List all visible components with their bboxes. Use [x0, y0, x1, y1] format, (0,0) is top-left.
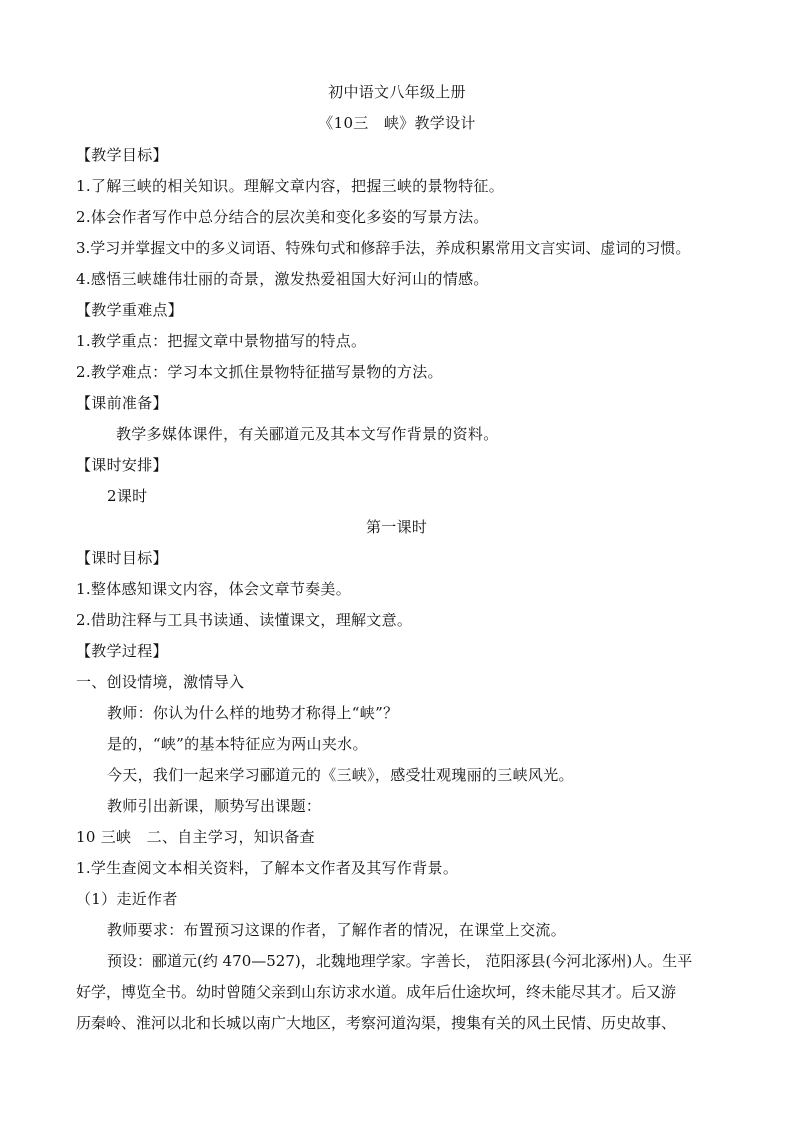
process-step: 10 三峡 二、自主学习，知识备查: [76, 828, 315, 846]
goal-item: 4.感悟三峡雄伟壮丽的奇景，激发热爱祖国大好河山的情感。: [76, 270, 489, 288]
section-heading-preparation: 【课前准备】: [76, 394, 168, 412]
goal-item: 1.了解三峡的相关知识。理解文章内容，把握三峡的景物特征。: [76, 177, 505, 195]
goal-item: 2.体会作者写作中总分结合的层次美和变化多姿的写景方法。: [76, 208, 489, 226]
goal-item: 3.学习并掌握文中的多义词语、特殊句式和修辞手法，养成积累常用文言实词、虚词的习惯。: [76, 239, 691, 257]
section-heading-key-points: 【教学重难点】: [76, 301, 184, 319]
process-line: 1.学生查阅文本相关资料，了解本文作者及其写作背景。: [76, 859, 459, 877]
process-line: 是的，“峡”的基本特征应为两山夹水。: [107, 735, 368, 753]
lesson-goal-item: 2.借助注释与工具书读通、读懂课文，理解文意。: [76, 611, 413, 629]
process-line: 历秦岭、淮河以北和长城以南广大地区，考察河道沟渠，搜集有关的风土民情、历史故事、: [76, 1014, 677, 1032]
section-heading-goals: 【教学目标】: [76, 146, 168, 164]
process-line: 教师引出新课，顺势写出课题：: [107, 797, 322, 815]
schedule-text: 2课时: [107, 487, 148, 505]
process-line: 预设：郦道元(约 470—527)，北魏地理学家。字善长， 范阳涿县(今河北涿州)人。生平: [107, 952, 693, 970]
preparation-text: 教学多媒体课件，有关郦道元及其本文写作背景的资料。: [116, 425, 499, 443]
process-step: 一、创设情境，激情导入: [76, 673, 245, 691]
lesson-title: 第一课时: [366, 518, 428, 536]
process-line: 教师：你认为什么样的地势才称得上“峡”？: [107, 704, 399, 722]
process-line: 好学，博览全书。幼时曾随父亲到山东访求水道。成年后仕途坎坷，终未能尽其才。后又游: [76, 983, 677, 1001]
document-title: 初中语文八年级上册: [328, 83, 466, 101]
section-heading-process: 【教学过程】: [76, 642, 168, 660]
section-heading-lesson-goals: 【课时目标】: [76, 549, 168, 567]
key-point-item: 2.教学难点：学习本文抓住景物特征描写景物的方法。: [76, 363, 443, 381]
process-line: 今天，我们一起来学习郦道元的《三峡》，感受壮观瑰丽的三峡风光。: [107, 766, 574, 784]
key-point-item: 1.教学重点：把握文章中景物描写的特点。: [76, 332, 367, 350]
lesson-goal-item: 1.整体感知课文内容，体会文章节奏美。: [76, 580, 352, 598]
document-subtitle: 《10三 峡》教学设计: [318, 114, 476, 132]
process-line: 教师要求：布置预习这课的作者，了解作者的情况，在课堂上交流。: [107, 921, 567, 939]
section-heading-schedule: 【课时安排】: [76, 456, 168, 474]
process-subheading: （1）走近作者: [76, 890, 178, 908]
